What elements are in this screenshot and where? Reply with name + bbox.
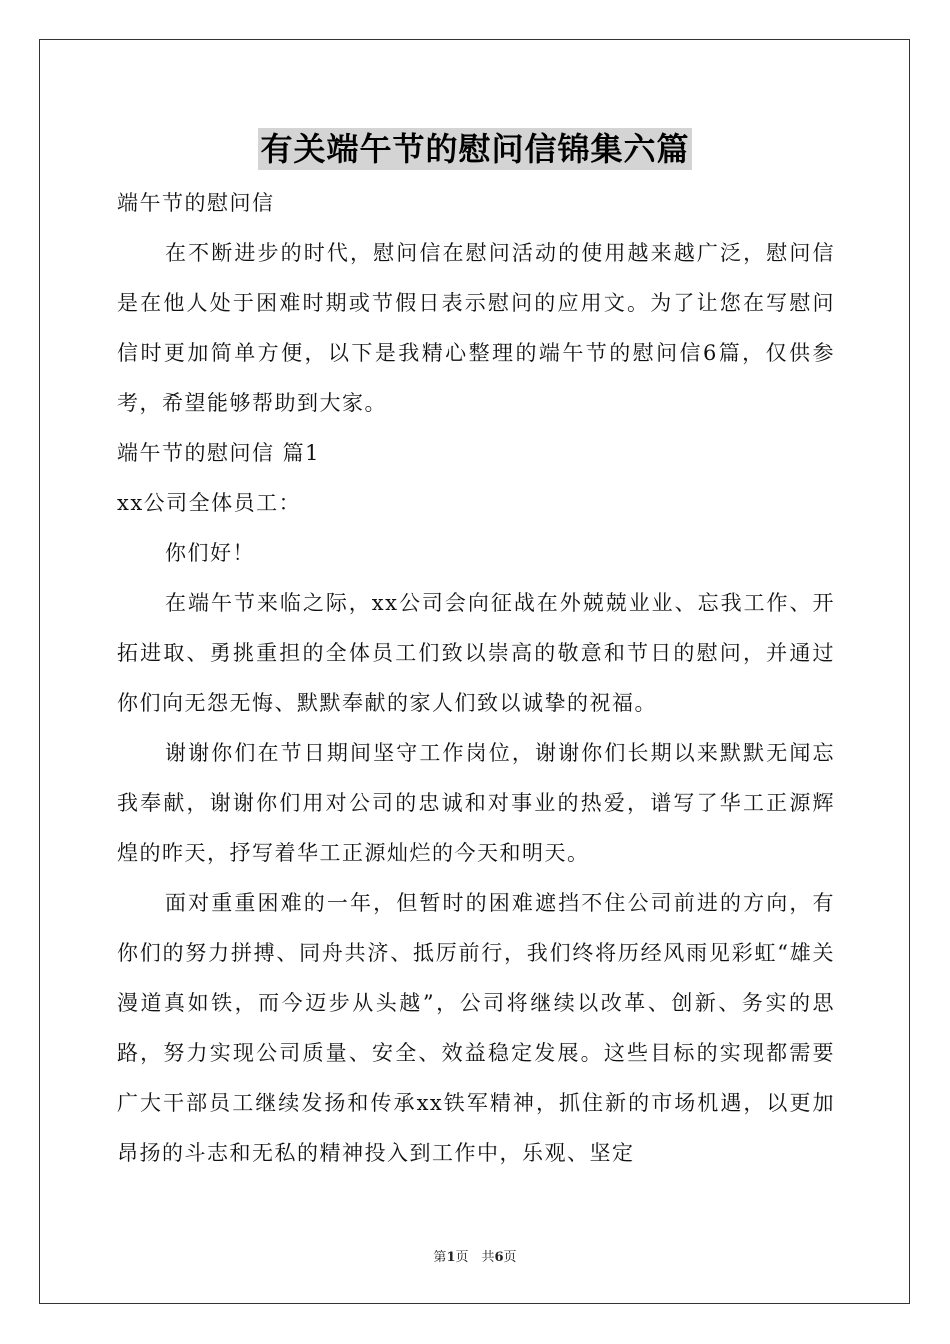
salutation: xx公司全体员工： (117, 491, 302, 515)
document-body (117, 178, 835, 1178)
page-number-prefix: 第 (433, 1250, 447, 1265)
page-number-total: 6 (494, 1250, 504, 1265)
page-number-current: 1 (446, 1250, 456, 1265)
page-number-mid: 页 共 (455, 1250, 495, 1265)
intro-paragraph: 在不断进步的时代，慰问信在慰问活动的使用越来越广泛，慰问信是在他人处于困难时期或节假日表示慰问的应用文。为了让您在写慰问信时更加简单方便，以下是我精心整理的端午节的慰问信6篇，仅供参考，希望能够帮助到大家。 (117, 241, 835, 415)
section-heading: 端午节的慰问信 (117, 191, 275, 215)
body-paragraph-3: 面对重重困难的一年，但暂时的困难遮挡不住公司前进的方向，有你们的努力拼搏、同舟共济、抵厉前行，我们终将历经风雨见彩虹“雄关漫道真如铁，而今迈步从头越”，公司将继续以改革、创新、务实的思路，努力实现公司质量、安全、效益稳定发展。这些目标的实现都需要广大干部员工继续发扬和传承xx铁军精神，抓住新的市场机遇，以更加昂扬的斗志和无私的精神投入到工作中，乐观、坚定 (117, 891, 835, 1165)
page-footer (0, 1246, 950, 1265)
page-number-suffix: 页 (503, 1250, 517, 1265)
document-title: 有关端午节的慰问信锦集六篇 (260, 130, 690, 168)
body-paragraph-1: 在端午节来临之际，xx公司会向征战在外兢兢业业、忘我工作、开拓进取、勇挑重担的全体员工们致以崇高的敬意和节日的慰问，并通过你们向无怨无悔、默默奉献的家人们致以诚挚的祝福。 (117, 591, 835, 715)
letter-heading: 端午节的慰问信 篇1 (117, 441, 321, 465)
body-paragraph-2: 谢谢你们在节日期间坚守工作岗位，谢谢你们长期以来默默无闻忘我奉献，谢谢你们用对公司的忠诚和对事业的热爱，谱写了华工正源辉煌的昨天，抒写着华工正源灿烂的今天和明天。 (117, 741, 835, 865)
title-container (0, 128, 950, 170)
greeting: 你们好！ (165, 541, 255, 565)
